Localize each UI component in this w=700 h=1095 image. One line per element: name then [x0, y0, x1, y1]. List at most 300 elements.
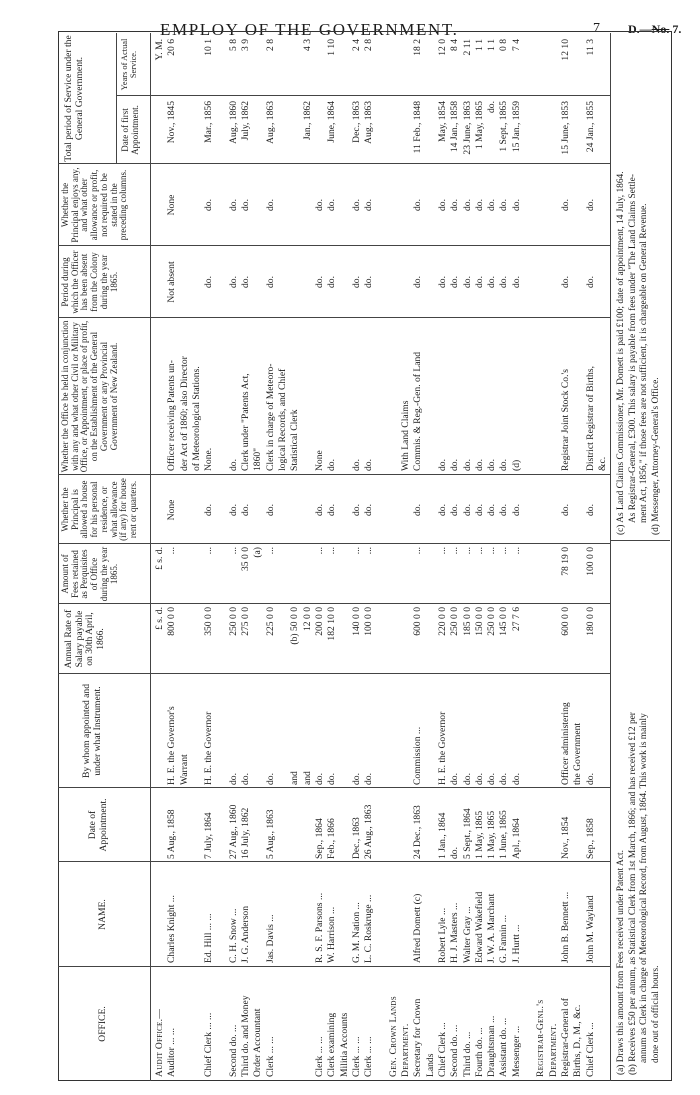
date-cell: 27 Aug., 1860 — [227, 804, 239, 859]
table-row — [240, 33, 251, 1081]
other-office-cell: do. — [227, 459, 239, 471]
name-cell: J. W. A. Marchant — [486, 893, 498, 963]
other-office-cell: &c. — [596, 456, 608, 471]
salary-cell: 145 0 0 — [498, 607, 510, 636]
first-appointment-cell: 15 Jan., 1859 — [510, 101, 522, 153]
fees-cell: ... — [461, 547, 473, 555]
footnote-b-1: (b) Receives £50 per annum, as Statistical Clerk from 1st March, 1866; and has received £12 per — [627, 712, 638, 1075]
first-appointment-cell: 24 Jan., 1855 — [584, 101, 596, 153]
fees-cell: ... — [363, 547, 375, 555]
fees-cell: ... — [166, 547, 178, 555]
doc-struck: No. — [651, 22, 670, 36]
private-allowance-cell: do. — [584, 199, 596, 211]
fees-cell: ... — [498, 547, 510, 555]
table-row — [252, 33, 263, 1081]
name-cell: G. Fannin ... — [498, 915, 510, 963]
page-title: EMPLOY OF THE GOVERNMENT. — [160, 20, 459, 39]
house-cell: do. — [412, 504, 424, 516]
absent-cell: do. — [363, 276, 375, 288]
appointed-by-cell: do. — [227, 773, 239, 785]
fees-cell: (a) — [252, 547, 264, 558]
years-service-cell: 2 8 — [363, 39, 375, 51]
first-appointment-cell: May, 1854 — [436, 101, 448, 142]
fees-cell: ... — [313, 547, 325, 555]
name-cell: John M. Wayland — [584, 895, 596, 963]
absent-cell: do. — [559, 276, 571, 288]
salary-cell: 600 0 0 — [559, 607, 571, 636]
name-cell: Edward Wakefield — [473, 891, 485, 963]
other-office-cell: Registrar Joint Stock Co.'s — [559, 369, 571, 471]
other-office-cell: do. — [461, 459, 473, 471]
table-row — [597, 33, 608, 1081]
name-cell: W. Harrison ... — [326, 906, 338, 963]
col-fees: Amount of Fees retained as Perquisites of Office during the year 1865. — [60, 546, 119, 602]
years-service-cell: 4 3 — [301, 39, 313, 51]
first-appointment-cell: Aug., 1863 — [264, 101, 276, 144]
absent-cell: do. — [240, 276, 252, 288]
office-cell: Third do. and Money — [240, 995, 252, 1077]
appointed-by-cell: do. — [363, 773, 375, 785]
house-cell: do. — [350, 504, 362, 516]
footnote-b-3: done out of official hours. — [650, 965, 661, 1063]
col-house: Whether the Principal is allowed a house for his personal residence, or what allowance (if any) for house rent or quarters. — [60, 478, 138, 541]
private-allowance-cell: do. — [449, 199, 461, 211]
col-other-office: Whether the Office be held in conjunction with any and what other Civil or Military Office, or Appointment, or place of profit, on the Establishment of the General Government or any Provincial Government of New Zealand. — [60, 320, 119, 473]
other-office-cell: Clerk in charge of Meteoro- — [264, 363, 276, 471]
date-cell: 5 Aug., 1863 — [264, 809, 276, 859]
office-cell: Lands — [424, 1053, 436, 1077]
other-office-cell: District Registrar of Births, — [584, 366, 596, 471]
salary-cell: 182 10 0 — [326, 607, 338, 641]
table-row — [191, 33, 202, 1081]
other-office-cell: do. — [486, 459, 498, 471]
office-cell: Secretary for Crown — [412, 998, 424, 1077]
salary-cell: 140 0 0 — [350, 607, 362, 636]
private-allowance-cell: do. — [473, 199, 485, 211]
section-heading-row — [548, 33, 559, 1081]
first-appointment-cell: 1 Sept., 1865 — [498, 101, 510, 152]
salary-cell: 200 0 0 — [313, 607, 325, 636]
table-row — [375, 33, 386, 1081]
appointed-by-cell: Warrant — [178, 754, 190, 785]
house-cell: do. — [473, 504, 485, 516]
salary-cell: 27 7 6 — [510, 607, 522, 631]
fees-cell: £ s. d. — [154, 547, 165, 570]
private-allowance-cell: do. — [350, 199, 362, 211]
office-cell: Second do. ... — [227, 1024, 239, 1077]
date-cell: Feb., 1866 — [326, 818, 338, 859]
private-allowance-cell: do. — [313, 199, 325, 211]
table-row — [425, 33, 436, 1081]
first-appointment-cell: 1 May, 1865 — [473, 101, 485, 150]
first-appointment-cell: 11 Feb., 1848 — [412, 101, 424, 154]
other-office-cell: None. — [203, 447, 215, 471]
table-row — [363, 33, 374, 1081]
name-cell: J. G. Anderson — [240, 905, 252, 963]
col-office: OFFICE. — [97, 1006, 108, 1042]
appointed-by-cell: do. — [473, 773, 485, 785]
office-cell: Militia Accounts — [338, 1012, 350, 1077]
table-row — [166, 33, 177, 1081]
office-cell: Births, D., M., &c. — [572, 1004, 584, 1077]
absent-cell: do. — [584, 276, 596, 288]
office-cell: Assistant do. ... — [498, 1017, 510, 1077]
table-row — [585, 33, 596, 1081]
other-office-cell: do. — [350, 459, 362, 471]
absent-cell: do. — [264, 276, 276, 288]
table-row — [326, 33, 337, 1081]
office-cell: Chief Clerk ... — [436, 1022, 448, 1077]
absent-cell: do. — [227, 276, 239, 288]
appointed-by-cell: do. — [264, 773, 276, 785]
other-office-cell: With Land Claims — [400, 400, 411, 471]
fees-cell: ... — [227, 547, 239, 555]
table-row — [277, 33, 288, 1081]
first-appointment-cell: 14 Jan., 1858 — [449, 101, 461, 153]
other-office-cell: of Meteorological Stations. — [190, 366, 202, 471]
table-row — [289, 33, 300, 1081]
col-service: Total period of Service under the General Government. — [63, 35, 85, 162]
absent-cell: do. — [461, 276, 473, 288]
private-allowance-cell: None — [166, 194, 178, 216]
date-cell: Dec., 1863 — [350, 817, 362, 859]
salary-cell: 220 0 0 — [436, 607, 448, 636]
fees-cell: ... — [510, 547, 522, 555]
office-cell: Chief Clerk ... — [584, 1022, 596, 1077]
other-office-cell: (d) — [510, 459, 522, 471]
appointed-by-cell: H. E. the Governor's — [166, 706, 178, 785]
salary-cell: 225 0 0 — [264, 607, 276, 636]
table-row — [216, 33, 227, 1081]
first-appointment-cell: Dec., 1863 — [350, 101, 362, 143]
table-row — [314, 33, 325, 1081]
office-cell: Order Accountant — [252, 1008, 264, 1077]
house-cell: do. — [449, 504, 461, 516]
absent-cell: do. — [498, 276, 510, 288]
name-cell: J. Hurtt ... — [510, 924, 522, 963]
years-service-cell: 18 2 — [412, 39, 424, 56]
fees-cell: ... — [449, 547, 461, 555]
salary-cell: 12 0 0 — [301, 607, 313, 631]
name-cell: Walter Gray ... — [461, 906, 473, 963]
col-rate: Annual Rate of Salary payable on 30th April, 1866. — [63, 609, 106, 669]
private-allowance-cell: do. — [498, 199, 510, 211]
fees-cell: ... — [486, 547, 498, 555]
private-allowance-cell: do. — [510, 199, 522, 211]
first-appointment-cell: 23 June, 1863 — [461, 101, 473, 155]
fees-cell: 35 0 0 — [240, 547, 252, 571]
date-cell: Nov., 1854 — [559, 816, 571, 859]
table-row — [523, 33, 534, 1081]
private-allowance-cell: do. — [412, 199, 424, 211]
office-cell: Clerk ... ... — [313, 1036, 325, 1077]
years-service-cell: 1 1 — [486, 39, 498, 51]
years-service-cell: Y. M. — [154, 39, 165, 61]
house-cell: do. — [559, 504, 571, 516]
first-appointment-cell: June, 1864 — [326, 101, 338, 143]
date-cell: Sep., 1864 — [313, 818, 325, 859]
other-office-cell: do. — [363, 459, 375, 471]
office-cell: Auditor ... ... — [166, 1027, 178, 1077]
footnotes-left — [616, 545, 662, 1075]
name-cell: Ed. Hill ... ... — [203, 913, 215, 963]
office-cell: Second do. ... — [449, 1024, 461, 1077]
fees-cell: 100 0 0 — [584, 547, 596, 576]
house-cell: do. — [326, 504, 338, 516]
other-office-cell: der Act of 1860; also Director — [178, 356, 190, 471]
salary-cell: 275 0 0 — [240, 607, 252, 636]
col-date: Date of Appointment. — [87, 798, 109, 852]
years-service-cell: 3 9 — [240, 39, 252, 51]
name-cell: G. M. Nation ... — [350, 902, 362, 963]
footnote-a: (a) Draws this amount from Fees received under Patent Act. — [616, 850, 626, 1075]
other-office-cell: 1860" — [252, 447, 264, 471]
appointed-by-cell: do. — [486, 773, 498, 785]
appointed-by-cell: the Government — [572, 722, 584, 785]
office-cell: Messenger ... — [510, 1025, 522, 1077]
name-cell: C. H. Snow ... — [227, 908, 239, 963]
absent-cell: do. — [436, 276, 448, 288]
years-service-cell: 2 4 — [350, 39, 362, 51]
table-row — [437, 33, 448, 1081]
office-cell: Draughtsman ... — [486, 1015, 498, 1077]
rotated-table — [58, 31, 672, 1081]
salary-cell: 150 0 0 — [473, 607, 485, 636]
office-cell: Department. — [400, 1023, 411, 1077]
table-row — [339, 33, 350, 1081]
appointed-by-cell: Commission ... — [412, 726, 424, 785]
house-cell: do. — [227, 504, 239, 516]
table-row — [265, 33, 276, 1081]
first-appointment-cell: Aug., 1860 — [227, 101, 239, 144]
section-heading-row — [535, 33, 546, 1081]
date-cell: 24 Dec., 1863 — [412, 805, 424, 859]
name-cell: Robert Lyle ... — [436, 907, 448, 963]
house-cell: do. — [584, 504, 596, 516]
office-cell: Audit Office.— — [154, 1008, 165, 1077]
other-office-cell: do. — [449, 459, 461, 471]
years-service-cell: 20 6 — [166, 39, 178, 56]
other-office-cell: logical Records, and Chief — [277, 368, 288, 471]
absent-cell: do. — [449, 276, 461, 288]
table-row — [449, 33, 460, 1081]
absent-cell: do. — [412, 276, 424, 288]
years-service-cell: 1 10 — [326, 39, 338, 56]
col-years: Years of Actual Service. — [120, 38, 138, 91]
office-cell: Chief Clerk ... ... — [203, 1012, 215, 1077]
salary-cell: 180 0 0 — [584, 607, 596, 636]
other-office-cell: None — [313, 450, 325, 471]
fees-cell: ... — [203, 547, 215, 555]
absent-cell: do. — [350, 276, 362, 288]
appointed-by-cell: do. — [350, 773, 362, 785]
footnotes-right — [616, 37, 662, 535]
doc-prefix: D.— — [628, 22, 652, 36]
section-heading-row — [154, 33, 165, 1081]
fees-cell: 78 19 0 — [559, 547, 571, 576]
house-cell: do. — [363, 504, 375, 516]
years-service-cell: 2 8 — [264, 39, 276, 51]
appointed-by-cell: and — [301, 771, 313, 785]
col-absent: Period during which the Officer has been absent from the Colony during the year 1865. — [60, 250, 119, 314]
footnote-d: (d) Messenger, Attorney-General's Office. — [650, 377, 661, 535]
appointed-by-cell: do. — [498, 773, 510, 785]
appointed-by-cell: do. — [461, 773, 473, 785]
other-office-cell: do. — [498, 459, 510, 471]
office-cell: Registrar-General of — [559, 998, 571, 1077]
private-allowance-cell: do. — [436, 199, 448, 211]
other-office-cell: Statistical Clerk — [289, 409, 301, 471]
appointed-by-cell: do. — [313, 773, 325, 785]
salary-cell: 100 0 0 — [363, 607, 375, 636]
doc-suffix: 7. — [669, 22, 682, 36]
fees-cell: ... — [326, 547, 338, 555]
house-cell: do. — [203, 504, 215, 516]
private-allowance-cell: do. — [227, 199, 239, 211]
section-heading-row — [400, 33, 411, 1081]
private-allowance-cell: do. — [326, 199, 338, 211]
appointed-by-cell: H. E. the Governor — [436, 711, 448, 785]
name-cell: H. J. Masters ... — [449, 902, 461, 963]
absent-cell: Not absent — [166, 261, 178, 303]
col-appointed-by: By whom appointed and under what Instrument. — [81, 683, 103, 779]
private-allowance-cell: do. — [486, 199, 498, 211]
house-cell: do. — [510, 504, 522, 516]
appointed-by-cell: and — [289, 771, 301, 785]
date-cell: 1 May, 1865 — [473, 810, 485, 859]
table-row — [462, 33, 473, 1081]
salary-cell: 250 0 0 — [486, 607, 498, 636]
years-service-cell: 12 0 — [436, 39, 448, 56]
years-service-cell: 8 4 — [449, 39, 461, 51]
name-cell: Charles Knight ... — [166, 895, 178, 963]
table-row — [560, 33, 571, 1081]
other-office-cell: Clerk under "Patents Act, — [240, 373, 252, 471]
years-service-cell: 0 8 — [498, 39, 510, 51]
table-row — [179, 33, 190, 1081]
house-cell: do. — [240, 504, 252, 516]
table-row — [351, 33, 362, 1081]
absent-cell: do. — [326, 276, 338, 288]
table-row — [511, 33, 522, 1081]
office-cell: Clerk examining — [326, 1012, 338, 1077]
first-appointment-cell: Aug., 1863 — [363, 101, 375, 144]
first-appointment-cell: Mar., 1856 — [203, 101, 215, 143]
private-allowance-cell: do. — [264, 199, 276, 211]
footnote-c-2: As Registrar-General, £300. This salary is payable from fees under "The Land Claims Settle- — [627, 174, 638, 523]
col-first-appt: Date of first Appointment. — [120, 105, 140, 155]
private-allowance-cell: do. — [363, 199, 375, 211]
table-row — [486, 33, 497, 1081]
office-cell: Department. — [547, 1023, 559, 1077]
appointed-by-cell: do. — [326, 773, 338, 785]
years-service-cell: 7 4 — [510, 39, 522, 51]
absent-cell: do. — [486, 276, 498, 288]
private-allowance-cell: do. — [559, 199, 571, 211]
private-allowance-cell: do. — [461, 199, 473, 211]
table-row — [302, 33, 313, 1081]
house-cell: None — [166, 499, 178, 521]
date-cell: 5 Sept., 1864 — [461, 808, 473, 859]
office-cell: Clerk ... ... — [264, 1036, 276, 1077]
appointed-by-cell: Officer administering — [559, 702, 571, 785]
table-row — [412, 33, 423, 1081]
date-cell: 16 July, 1862 — [240, 807, 252, 859]
table-row — [572, 33, 583, 1081]
section-heading-row — [388, 33, 399, 1081]
years-service-cell: 2 11 — [461, 39, 473, 56]
date-cell: 1 June, 1865 — [498, 810, 510, 859]
house-cell: do. — [436, 504, 448, 516]
date-cell: 26 Aug., 1863 — [363, 804, 375, 859]
salary-cell: (b) 50 0 0 — [289, 607, 301, 645]
salary-cell: 600 0 0 — [412, 607, 424, 636]
house-cell: do. — [486, 504, 498, 516]
years-service-cell: 11 3 — [584, 39, 596, 56]
name-cell: Alfred Domett (c) — [412, 893, 424, 963]
name-cell: John B. Bennett ... — [559, 891, 571, 963]
appointed-by-cell: do. — [584, 773, 596, 785]
office-cell: Clerk ... ... — [363, 1036, 375, 1077]
footnote-c-1: (c) As Land Claims Commissioner, Mr. Domett is paid £100; date of appointment, 14 July, 1864. — [616, 171, 626, 535]
other-office-cell: Officer receiving Patents un- — [166, 360, 178, 471]
first-appointment-cell: Nov., 1845 — [166, 101, 178, 144]
date-cell: do. — [449, 847, 461, 859]
years-service-cell: 5 8 — [227, 39, 239, 51]
date-cell: Sep., 1858 — [584, 818, 596, 859]
name-cell: R. S. F. Parsons ... — [313, 892, 325, 963]
col-private: Whether the Principal enjoys any, and what other allowance or profit, not required to be stated in the preceding columns. — [60, 167, 129, 243]
absent-cell: do. — [203, 276, 215, 288]
page-number: 7 — [593, 21, 600, 36]
salary-cell: £ s. d. — [154, 607, 165, 630]
salary-cell: 800 0 0 — [166, 607, 178, 636]
house-cell: do. — [498, 504, 510, 516]
col-name: NAME. — [97, 899, 108, 930]
other-office-cell: do. — [436, 459, 448, 471]
date-cell: Apl., 1864 — [510, 818, 522, 859]
fees-cell: ... — [473, 547, 485, 555]
other-office-cell: Commis. & Reg.-Gen. of Land — [412, 351, 424, 471]
salary-cell: 350 0 0 — [203, 607, 215, 636]
footnote-b-2: annum as Clerk in charge of Meteorological Record, from August, 1864. This work is mainly — [639, 713, 649, 1063]
other-office-cell: do. — [473, 459, 485, 471]
first-appointment-cell: do. — [486, 101, 498, 113]
office-cell: Registrar-Genl.'s — [535, 999, 547, 1077]
date-cell: 1 May, 1865 — [486, 810, 498, 859]
fees-cell: ... — [264, 547, 276, 555]
absent-cell: do. — [313, 276, 325, 288]
house-cell: do. — [313, 504, 325, 516]
appointed-by-cell: do. — [510, 773, 522, 785]
house-cell: do. — [264, 504, 276, 516]
appointed-by-cell: H. E. the Governor — [203, 711, 215, 785]
office-cell: Third do. ... — [461, 1031, 473, 1077]
office-cell: Clerk ... ... — [350, 1036, 362, 1077]
other-office-cell: do. — [326, 459, 338, 471]
appointed-by-cell: do. — [240, 773, 252, 785]
office-cell: Fourth do. ... — [473, 1027, 485, 1077]
first-appointment-cell: 15 June, 1853 — [559, 101, 571, 155]
table-row — [228, 33, 239, 1081]
first-appointment-cell: Jan., 1862 — [301, 101, 313, 141]
years-service-cell: 12 10 — [559, 39, 571, 61]
fees-cell: ... — [412, 547, 424, 555]
salary-cell: 250 0 0 — [227, 607, 239, 636]
years-service-cell: 10 1 — [203, 39, 215, 56]
salary-cell: 250 0 0 — [449, 607, 461, 636]
years-service-cell: 1 1 — [473, 39, 485, 51]
